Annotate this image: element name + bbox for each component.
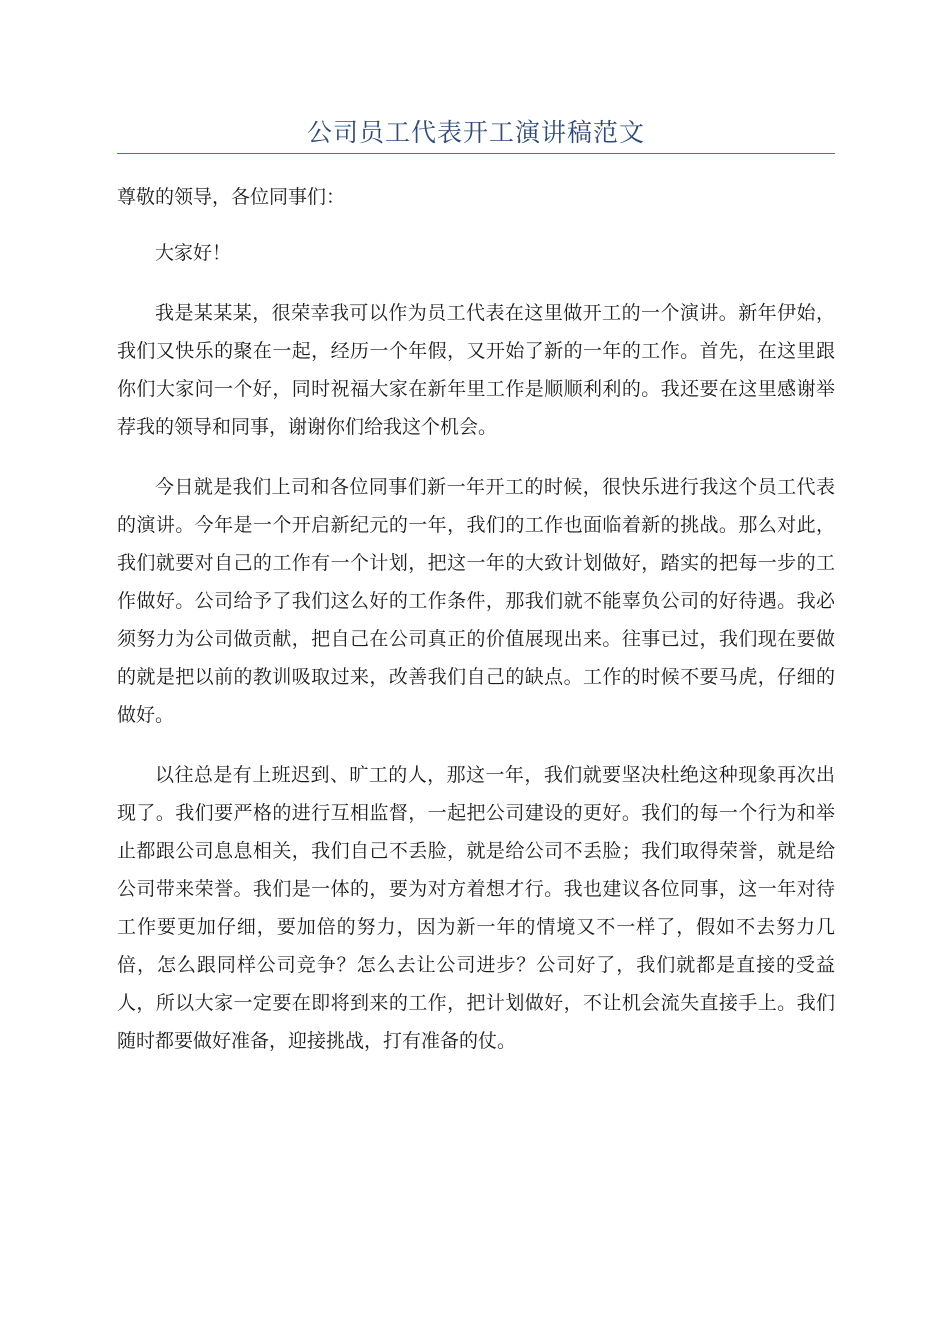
document-title: 公司员工代表开工演讲稿范文 [306, 118, 645, 147]
document-page [117, 0, 835, 1060]
greeting: 大家好！ [155, 242, 232, 264]
salutation: 尊敬的领导，各位同事们： [117, 186, 346, 208]
title-underline [117, 153, 835, 154]
body-paragraph-3: 以往总是有上班迟到、旷工的人，那这一年，我们就要坚决杜绝这种现象再次出现了。我们要严格的进行互相监督，一起把公司建设的更好。我们的每一个行为和举止都跟公司息息相关，我们自己不丢脸，就是给公司不丢脸；我们取得荣誉，就是给公司带来荣誉。我们是一体的，要为对方着想才行。我也建议各位同事，这一年对待工作要更加仔细，要加倍的努力，因为新一年的情境又不一样了，假如不去努力几倍，怎么跟同样公司竞争？怎么去让公司进步？公司好了，我们就都是直接的受益人，所以大家一定要在即将到来的工作，把计划做好，不让机会流失直接手上。我们随时都要做好准备，迎接挑战，打有准备的仗。 [117, 764, 835, 1052]
body-paragraph-2: 今日就是我们上司和各位同事们新一年开工的时候，很快乐进行我这个员工代表的演讲。今年是一个开启新纪元的一年，我们的工作也面临着新的挑战。那么对此，我们就要对自己的工作有一个计划，把这一年的大致计划做好，踏实的把每一步的工作做好。公司给予了我们这么好的工作条件，那我们就不能辜负公司的好待遇。我必须努力为公司做贡献，把自己在公司真正的价值展现出来。往事已过，我们现在要做的就是把以前的教训吸取过来，改善我们自己的缺点。工作的时候不要马虎，仔细的做好。 [117, 476, 835, 726]
body-paragraph-1: 我是某某某，很荣幸我可以作为员工代表在这里做开工的一个演讲。新年伊始，我们又快乐的聚在一起，经历一个年假，又开始了新的一年的工作。首先，在这里跟你们大家问一个好，同时祝福大家在新年里工作是顺顺利利的。我还要在这里感谢举荐我的领导和同事，谢谢你们给我这个机会。 [117, 302, 835, 438]
